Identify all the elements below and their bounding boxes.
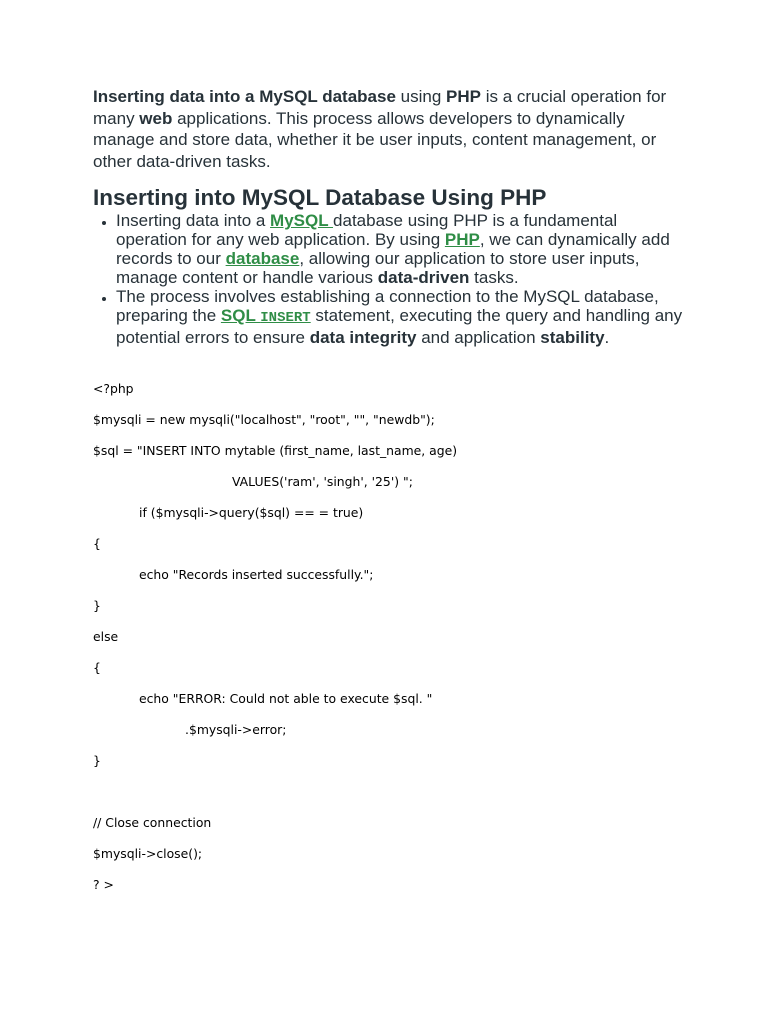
intro-paragraph bbox=[93, 86, 678, 172]
code-line: else bbox=[93, 629, 119, 644]
bullet-list bbox=[93, 211, 691, 347]
bullet1-text-3: , we can dynamically add records to our bbox=[116, 230, 670, 268]
code-line: } bbox=[93, 753, 101, 768]
code-line: echo "Records inserted successfully."; bbox=[139, 567, 374, 582]
code-line: <?php bbox=[93, 381, 134, 396]
intro-bold-2: PHP bbox=[446, 87, 481, 106]
bullet2-text-2: statement, executing the query and handling any potential errors to ensure bbox=[116, 306, 683, 347]
sql-insert-link-code: INSERT bbox=[260, 310, 311, 326]
code-line: if ($mysqli->query($sql) == = true) bbox=[139, 505, 364, 520]
bullet2-bold-1: data integrity bbox=[309, 328, 417, 347]
code-line: $mysqli->close(); bbox=[93, 846, 203, 861]
intro-bold-1: Inserting data into a MySQL database bbox=[93, 87, 396, 106]
code-line: // Close connection bbox=[93, 815, 212, 830]
bullet1-text-4: , allowing our application to store user inputs, manage content or handle various bbox=[116, 249, 640, 287]
code-line: $sql = "INSERT INTO mytable (first_name, last_name, age) bbox=[93, 443, 458, 458]
code-line: $mysqli = new mysqli("localhost", "root", "", "newdb"); bbox=[93, 412, 435, 427]
code-line: echo "ERROR: Could not able to execute $sql. " bbox=[139, 691, 433, 706]
code-line: VALUES('ram', 'singh', '25') "; bbox=[232, 474, 413, 489]
bullet1-text-2: database using PHP is a fundamental operation for any web application. By using bbox=[116, 211, 618, 249]
mysql-link[interactable]: MySQL bbox=[270, 211, 334, 230]
section-heading: Inserting into MySQL Database Using PHP bbox=[93, 185, 547, 210]
intro-bold-3: web bbox=[139, 108, 173, 128]
database-link[interactable]: database bbox=[225, 249, 300, 268]
bullet2-text-4: . bbox=[604, 328, 610, 347]
intro-text-3: applications. This process allows developers to dynamically manage and store data, whether it be user inputs, content management, or other data-driven tasks. bbox=[93, 108, 657, 171]
bullet1-bold-1: data-driven bbox=[377, 268, 470, 287]
bullet1-text-5: tasks. bbox=[469, 268, 519, 287]
intro-text-1: using bbox=[395, 87, 447, 106]
code-line: ? > bbox=[93, 877, 114, 892]
code-line: } bbox=[93, 598, 101, 613]
bullet2-text-1: The process involves establishing a connection to the MySQL database, preparing the bbox=[116, 287, 659, 325]
bullet2-bold-2: stability bbox=[540, 328, 605, 347]
code-line: .$mysqli->error; bbox=[185, 722, 287, 737]
bullet-item-1 bbox=[116, 211, 691, 287]
sql-insert-link[interactable] bbox=[221, 306, 311, 325]
code-line: { bbox=[93, 536, 101, 551]
php-link[interactable]: PHP bbox=[444, 230, 480, 249]
bullet-item-2 bbox=[116, 287, 691, 347]
code-line: { bbox=[93, 660, 101, 675]
bullet2-text-3: and application bbox=[416, 328, 541, 347]
sql-insert-link-text: SQL bbox=[220, 306, 261, 325]
intro-text-2: is a crucial operation for many bbox=[93, 87, 667, 128]
bullet1-text-1: Inserting data into a bbox=[116, 211, 271, 230]
